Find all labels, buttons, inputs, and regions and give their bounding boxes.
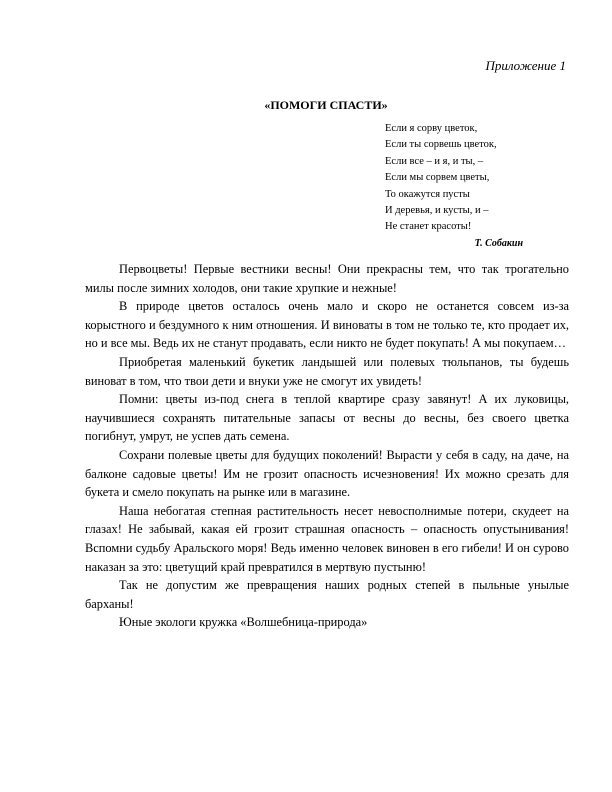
paragraph: Помни: цветы из-под снега в теплой квартире сразу завянут! А их луковицы, научившиеся сохранять питательные запасы от весны до весны, без своего цветка погибнут, умрут, не успев дать семена. [85,392,569,444]
poem-author: Т. Собакин [474,237,523,249]
epigraph-poem [385,121,575,252]
body-text [85,260,569,632]
document-title: «ПОМОГИ СПАСТИ» [264,98,388,112]
poem-line: Если все – и я, и ты, – [385,155,484,167]
paragraph: В природе цветов осталось очень мало и скоро не останется совсем из-за корыстного и бездумного к ним отношения. И виноваты в том не только те, кто продает их, но и все мы. Ведь их не станут продавать, если никто не будет покупать! А мы покупаем… [85,299,569,351]
paragraph: Сохрани полевые цветы для будущих поколений! Вырасти у себя в саду, на даче, на балконе садовые цветы! Им не грозит опасность исчезновения! Их можно срезать для букета и смело покупать на рынке или в магазине. [85,447,569,500]
appendix-label: Приложение 1 [485,58,566,73]
paragraph: Приобретая маленький букетик ландышей или полевых тюльпанов, ты будешь виноват в том, что твои дети и внуки уже не смогут их увидеть! [85,354,569,388]
poem-line: Если мы сорвем цветы, [385,172,490,184]
signature: Юные экологи кружка «Волшебница-природа» [119,615,368,630]
poem-line: И деревья, и кусты, и – [385,205,489,217]
poem-line: Если я сорву цветок, [385,123,478,134]
poem-line: Не станет красоты! [385,221,472,233]
paragraph: Так не допустим же превращения наших родных степей в пыльные унылые барханы! [85,578,569,611]
poem-line: Если ты сорвешь цветок, [385,139,497,151]
paragraph: Первоцветы! Первые вестники весны! Они прекрасны тем, что так трогательно милы после зимних холодов, они такие хрупкие и нежные! [85,262,569,295]
poem-line: То окажутся пусты [385,188,470,200]
paragraph: Наша небогатая степная растительность несет невосполнимые потери, скудеет на глазах! Не забывай, какая ей грозит страшная опасность – опасность опустынивания! Вспомни судьбу Аральского моря! Ведь именно человек виновен в его гибели! И он сурово наказан за это: цветущий край превратился в мертвую пустыню! [85,503,569,574]
